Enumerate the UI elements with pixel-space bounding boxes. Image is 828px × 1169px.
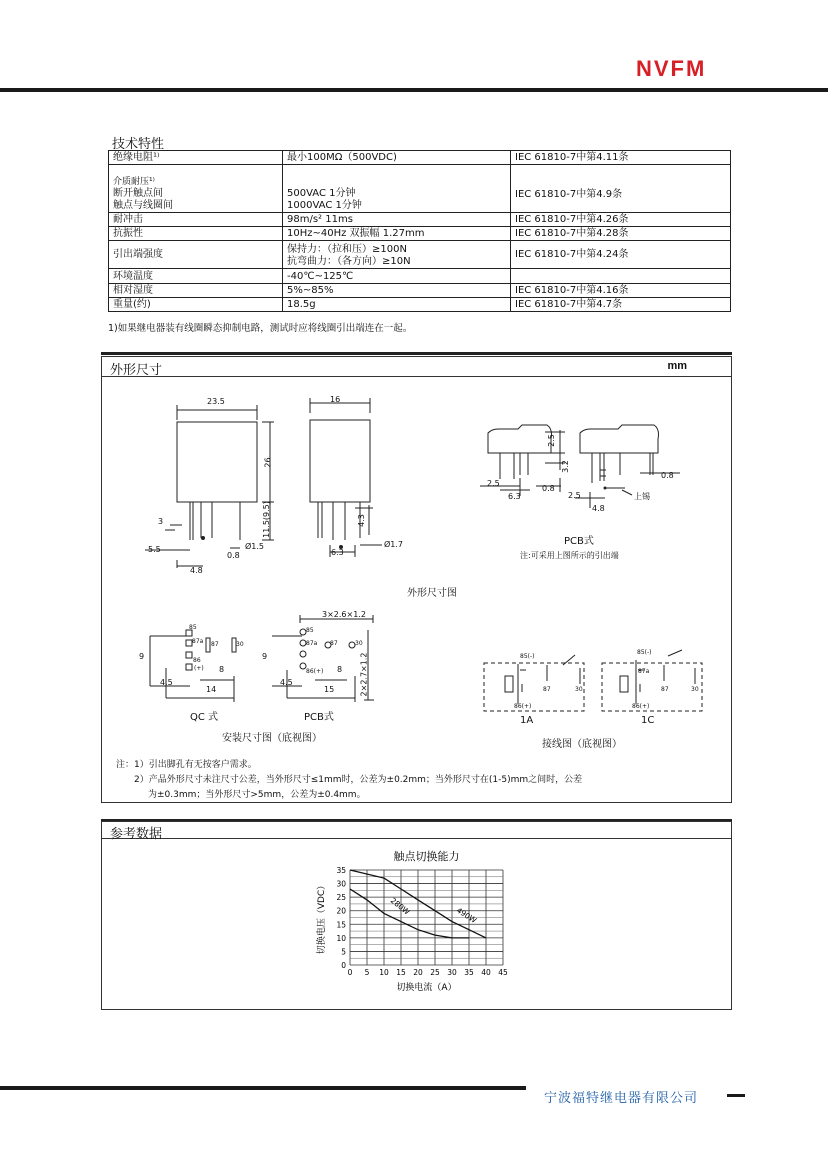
pin-label: 86(+) [306,668,324,675]
ref-title: 参考数据 [110,827,163,842]
dims-unit: mm [667,360,687,372]
mount-caption: 安装尺寸图（底视图） [222,733,322,744]
dims-notes: 注：1）引出脚孔有无按客户需求。 2）产品外形尺寸未注尺寸公差，当外形尺寸≤1mm时，公差为±0.2mm；当外形尺寸在(1-5)mm之间时，公差 为±0.3mm；当外形尺寸>5mm，公差为±0.4mm。 [116,760,583,800]
x-tick-label: 25 [430,968,440,977]
pin-label: (+) [194,665,204,672]
tin-label: 上锡 [634,492,650,501]
pin-label: 86(+) [632,703,650,710]
wiring-1a-label: 1A [520,715,534,726]
dim-label: 8 [219,665,225,674]
dim-label: 2×2.7×1.2 [359,652,369,697]
dim-label: 0.8 [542,484,555,493]
pin-label: 87 [211,641,219,648]
relay-front-body [177,422,257,502]
series-line [350,889,469,938]
dim-label: 0.8 [227,551,240,560]
dim-label: 5.5 [148,545,161,554]
wiring-1a-box [484,663,584,711]
wiring-1c-box [602,663,702,711]
x-tick-label: 30 [447,968,457,977]
dim-label: 16 [330,395,341,404]
relay-front-pins [190,502,240,540]
pin-label: 87a [638,668,650,675]
outline-caption: 外形尺寸图 [407,588,457,599]
y-axis-label: 切换电压（VDC） [317,880,327,955]
dim-label: 6.3 [508,492,521,501]
x-tick-label: 0 [347,968,353,977]
dim-label: 9 [139,652,145,661]
pin-label: 87 [661,686,669,693]
wiring-caption: 接线图（底视图） [542,739,622,750]
dim-label: Ø1.7 [384,540,404,549]
switching-capacity-chart [310,845,530,1000]
x-tick-label: 20 [413,968,423,977]
relay-side-pins [318,502,360,540]
table-row: 抗振性 10Hz~40Hz 双振幅 1.27mm IEC 61810-7中第4.28条 [109,227,731,241]
x-tick-label: 35 [464,968,474,977]
x-tick-label: 45 [498,968,508,977]
x-tick-label: 5 [364,968,370,977]
chart-title: 触点切换能力 [393,850,460,863]
pin-label: 30 [575,686,583,693]
pin-label: 87a [192,638,204,645]
pin-label: 86 [193,657,201,664]
dim-label: 4.8 [592,504,605,513]
footer-dash [727,1094,745,1097]
wiring-1c-label: 1C [641,715,655,726]
dim-label: 14 [206,685,217,694]
company-name: 宁波福特继电器有限公司 [544,1091,699,1106]
dim-label: 2.5 [487,479,500,488]
dim-label: Ø1.5 [245,542,265,551]
dim-label: 0.8 [661,471,674,480]
table-row: 重量(约) 18.5g IEC 61810-7中第4.7条 [109,298,731,312]
x-tick-label: 10 [379,968,389,977]
pin-label: 30 [236,641,244,648]
dim-label: 11.5(9.5) [261,501,271,538]
qc-label: QC 式 [190,712,219,723]
dim-label: 2.5 [568,491,581,500]
pcb-style-label: PCB式 [564,536,594,547]
series-label: 490W [454,905,479,925]
dim-label: 15 [324,685,335,694]
pcb-view-right [580,425,659,453]
table-row: 引出端强度 保持力：（拉和压）≥100N 抗弯曲力：（各方向）≥10N IEC 61810-7中第4.24条 [109,241,731,269]
y-tick-label: 25 [336,893,346,903]
wiring-1c-coil [620,676,628,692]
y-tick-label: 10 [336,933,346,943]
table-row: 耐冲击 98m/s² 11ms IEC 61810-7中第4.26条 [109,213,731,227]
y-tick-label: 0 [341,961,346,970]
y-tick-label: 35 [336,866,346,875]
table-row: 绝缘电阻¹⁾ 最小100MΩ（500VDC) IEC 61810-7中第4.11条 [109,151,731,165]
pcb-view-left [488,425,552,453]
pin-label: 85(-) [637,649,652,656]
dim-label: 26 [263,457,273,468]
dim-label: 4.5 [280,678,293,687]
pin-label: 85(-) [520,653,535,660]
dim-label: 4.5 [160,678,173,687]
pin-label: 86(+) [514,703,532,710]
dim-label: 3 [158,517,164,526]
pin-label: 85 [189,624,197,631]
table-row: 介质耐压¹⁾ 断开触点间 触点与线圈间 500VAC 1分钟 1000VAC 1分钟 IEC 61810-7中第4.9条 [109,165,731,213]
x-axis-label: 切换电流（A） [396,983,457,993]
dim-label: 6.3 [331,548,344,557]
relay-side-body [310,420,370,502]
pin-label: 87 [330,640,338,647]
dim-label: 3×2.6×1.2 [322,610,366,619]
pin-label: 87a [306,640,318,647]
dim-label: 2.5 [546,434,556,447]
footer-rule [0,1086,526,1090]
x-tick-label: 15 [396,968,406,977]
tech-title: 技术特性 [112,137,165,152]
dim-label: 4.3 [356,514,366,527]
dim-label: 23.5 [207,397,225,406]
pin-label: 30 [691,686,699,693]
y-tick-label: 15 [336,920,346,930]
dims-title: 外形尺寸 [110,363,163,378]
pcb-style-note: 注:可采用上图所示的引出端 [520,551,619,560]
y-tick-label: 20 [336,906,346,916]
pin-label: 87 [543,686,551,693]
brand-logo: NVFM [636,56,707,81]
dim-label: 8 [337,665,343,674]
dim-label: 9 [262,652,268,661]
x-tick-label: 40 [481,968,491,977]
table-row: 相对湿度 5%~85% IEC 61810-7中第4.16条 [109,284,731,298]
tech-footnote: 1)如果继电器装有线圈瞬态抑制电路，测试时应将线圈引出端连在一起。 [108,323,413,334]
pin-label: 30 [355,640,363,647]
y-tick-label: 30 [336,879,346,889]
dim-label: 3.2 [560,460,570,473]
dim-label: 4.8 [190,566,203,575]
pcb-mount-label: PCB式 [304,712,334,723]
y-tick-label: 5 [341,947,346,957]
series-label: 280W [388,895,412,917]
table-row: 环境温度 -40℃~125℃ [109,269,731,284]
pin-label: 85 [306,627,314,634]
wiring-1a-coil [505,676,513,692]
